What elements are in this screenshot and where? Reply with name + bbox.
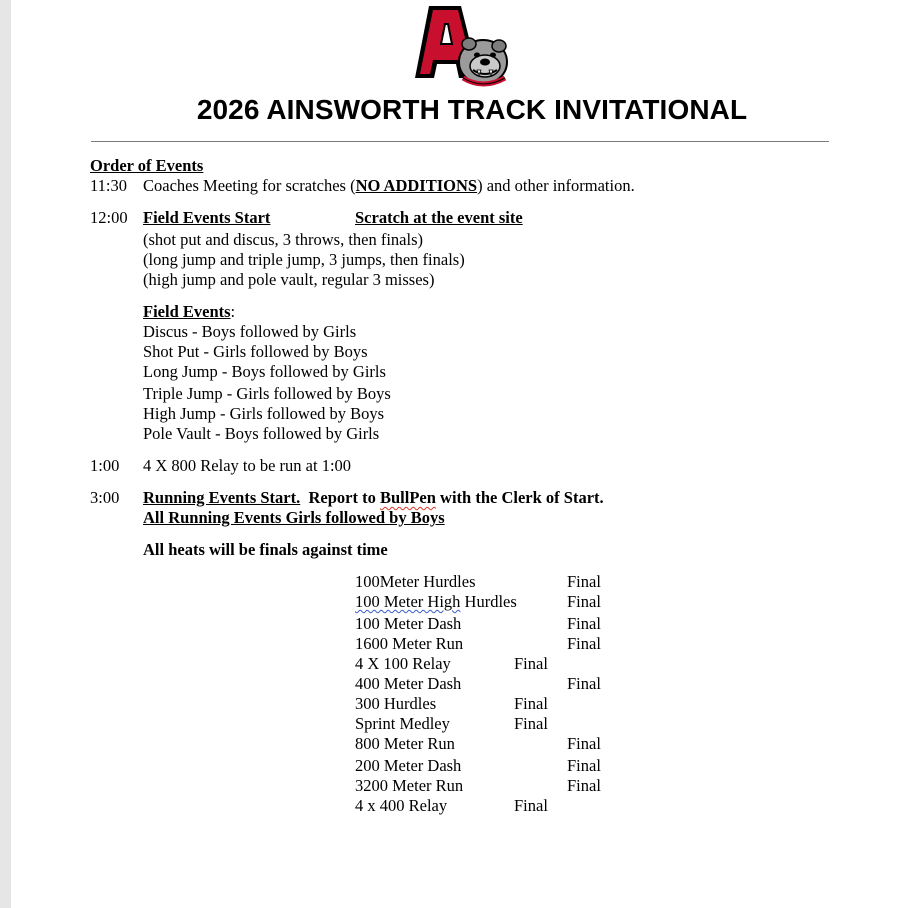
event-name: 100Meter Hurdles	[355, 572, 476, 591]
coaches-meeting-line	[143, 176, 635, 196]
ainsworth-bulldog-logo-icon	[415, 4, 511, 90]
time-100: 1:00	[90, 456, 120, 475]
report-text-post: with the Clerk of Start.	[435, 488, 604, 507]
field-event-item: Pole Vault - Boys followed by Girls	[143, 424, 380, 443]
document-title: 2026 AINSWORTH TRACK INVITATIONAL	[196, 94, 748, 125]
event-status: Final	[567, 614, 601, 633]
running-events-start-line	[143, 488, 604, 508]
document-page	[11, 0, 906, 908]
event-status: Final	[514, 796, 548, 815]
event-name: Sprint Medley	[355, 714, 450, 733]
event-name	[355, 592, 517, 612]
field-events-heading: Field Events	[143, 302, 231, 321]
field-note: (shot put and discus, 3 throws, then finals)	[143, 230, 424, 249]
event-name: 4 X 100 Relay	[355, 654, 451, 673]
event-name: 100 Meter Dash	[355, 614, 462, 633]
event-status: Final	[567, 572, 601, 591]
heats-finals-note: All heats will be finals against time	[143, 540, 388, 559]
event-name: 200 Meter Dash	[355, 756, 462, 775]
event-status: Final	[567, 634, 601, 653]
time-1200: 12:00	[90, 208, 128, 227]
event-status: Final	[567, 674, 601, 693]
event-name: 1600 Meter Run	[355, 634, 464, 653]
bullpen-word: BullPen	[379, 488, 436, 507]
event-name: 300 Hurdles	[355, 694, 437, 713]
event-name-rest: Hurdles	[460, 592, 517, 611]
field-events-colon: :	[230, 302, 236, 321]
field-event-item: Discus - Boys followed by Girls	[143, 322, 357, 341]
event-status: Final	[514, 654, 548, 673]
time-300: 3:00	[90, 488, 120, 507]
order-of-events-heading: Order of Events	[90, 156, 204, 175]
event-status: Final	[567, 734, 601, 753]
field-note: (high jump and pole vault, regular 3 misses)	[143, 270, 435, 289]
girls-followed-by-boys: All Running Events Girls followed by Boys	[143, 508, 445, 527]
field-event-item: High Jump - Girls followed by Boys	[143, 404, 385, 423]
window-gutter	[0, 0, 11, 908]
no-additions-emphasis: NO ADDITIONS	[355, 176, 478, 195]
relay-4x800-line: 4 X 800 Relay to be run at 1:00	[143, 456, 352, 475]
meeting-text-pre: Coaches Meeting for scratches (	[143, 176, 356, 195]
time-1130: 11:30	[90, 176, 127, 195]
event-status: Final	[567, 756, 601, 775]
event-name: 400 Meter Dash	[355, 674, 462, 693]
title-divider	[91, 141, 829, 142]
field-events-start-label: Field Events Start	[143, 208, 271, 227]
event-status: Final	[514, 714, 548, 733]
event-status: Final	[567, 776, 601, 795]
event-name: 4 x 400 Relay	[355, 796, 448, 815]
event-status: Final	[567, 592, 601, 611]
report-text-pre: Report to	[308, 488, 380, 507]
field-events-heading-line	[143, 302, 235, 322]
field-event-item: Shot Put - Girls followed by Boys	[143, 342, 368, 361]
field-event-item: Triple Jump - Girls followed by Boys	[143, 384, 391, 403]
field-event-item: Long Jump - Boys followed by Girls	[143, 362, 386, 381]
field-note: (long jump and triple jump, 3 jumps, then finals)	[143, 250, 465, 269]
event-name-marked: 100 Meter High	[355, 592, 461, 611]
event-name: 800 Meter Run	[355, 734, 455, 753]
event-status: Final	[514, 694, 548, 713]
meeting-text-post: ) and other information.	[477, 176, 635, 195]
scratch-at-site-label: Scratch at the event site	[355, 208, 523, 227]
running-events-start-label: Running Events Start.	[143, 488, 301, 507]
event-name: 3200 Meter Run	[355, 776, 464, 795]
